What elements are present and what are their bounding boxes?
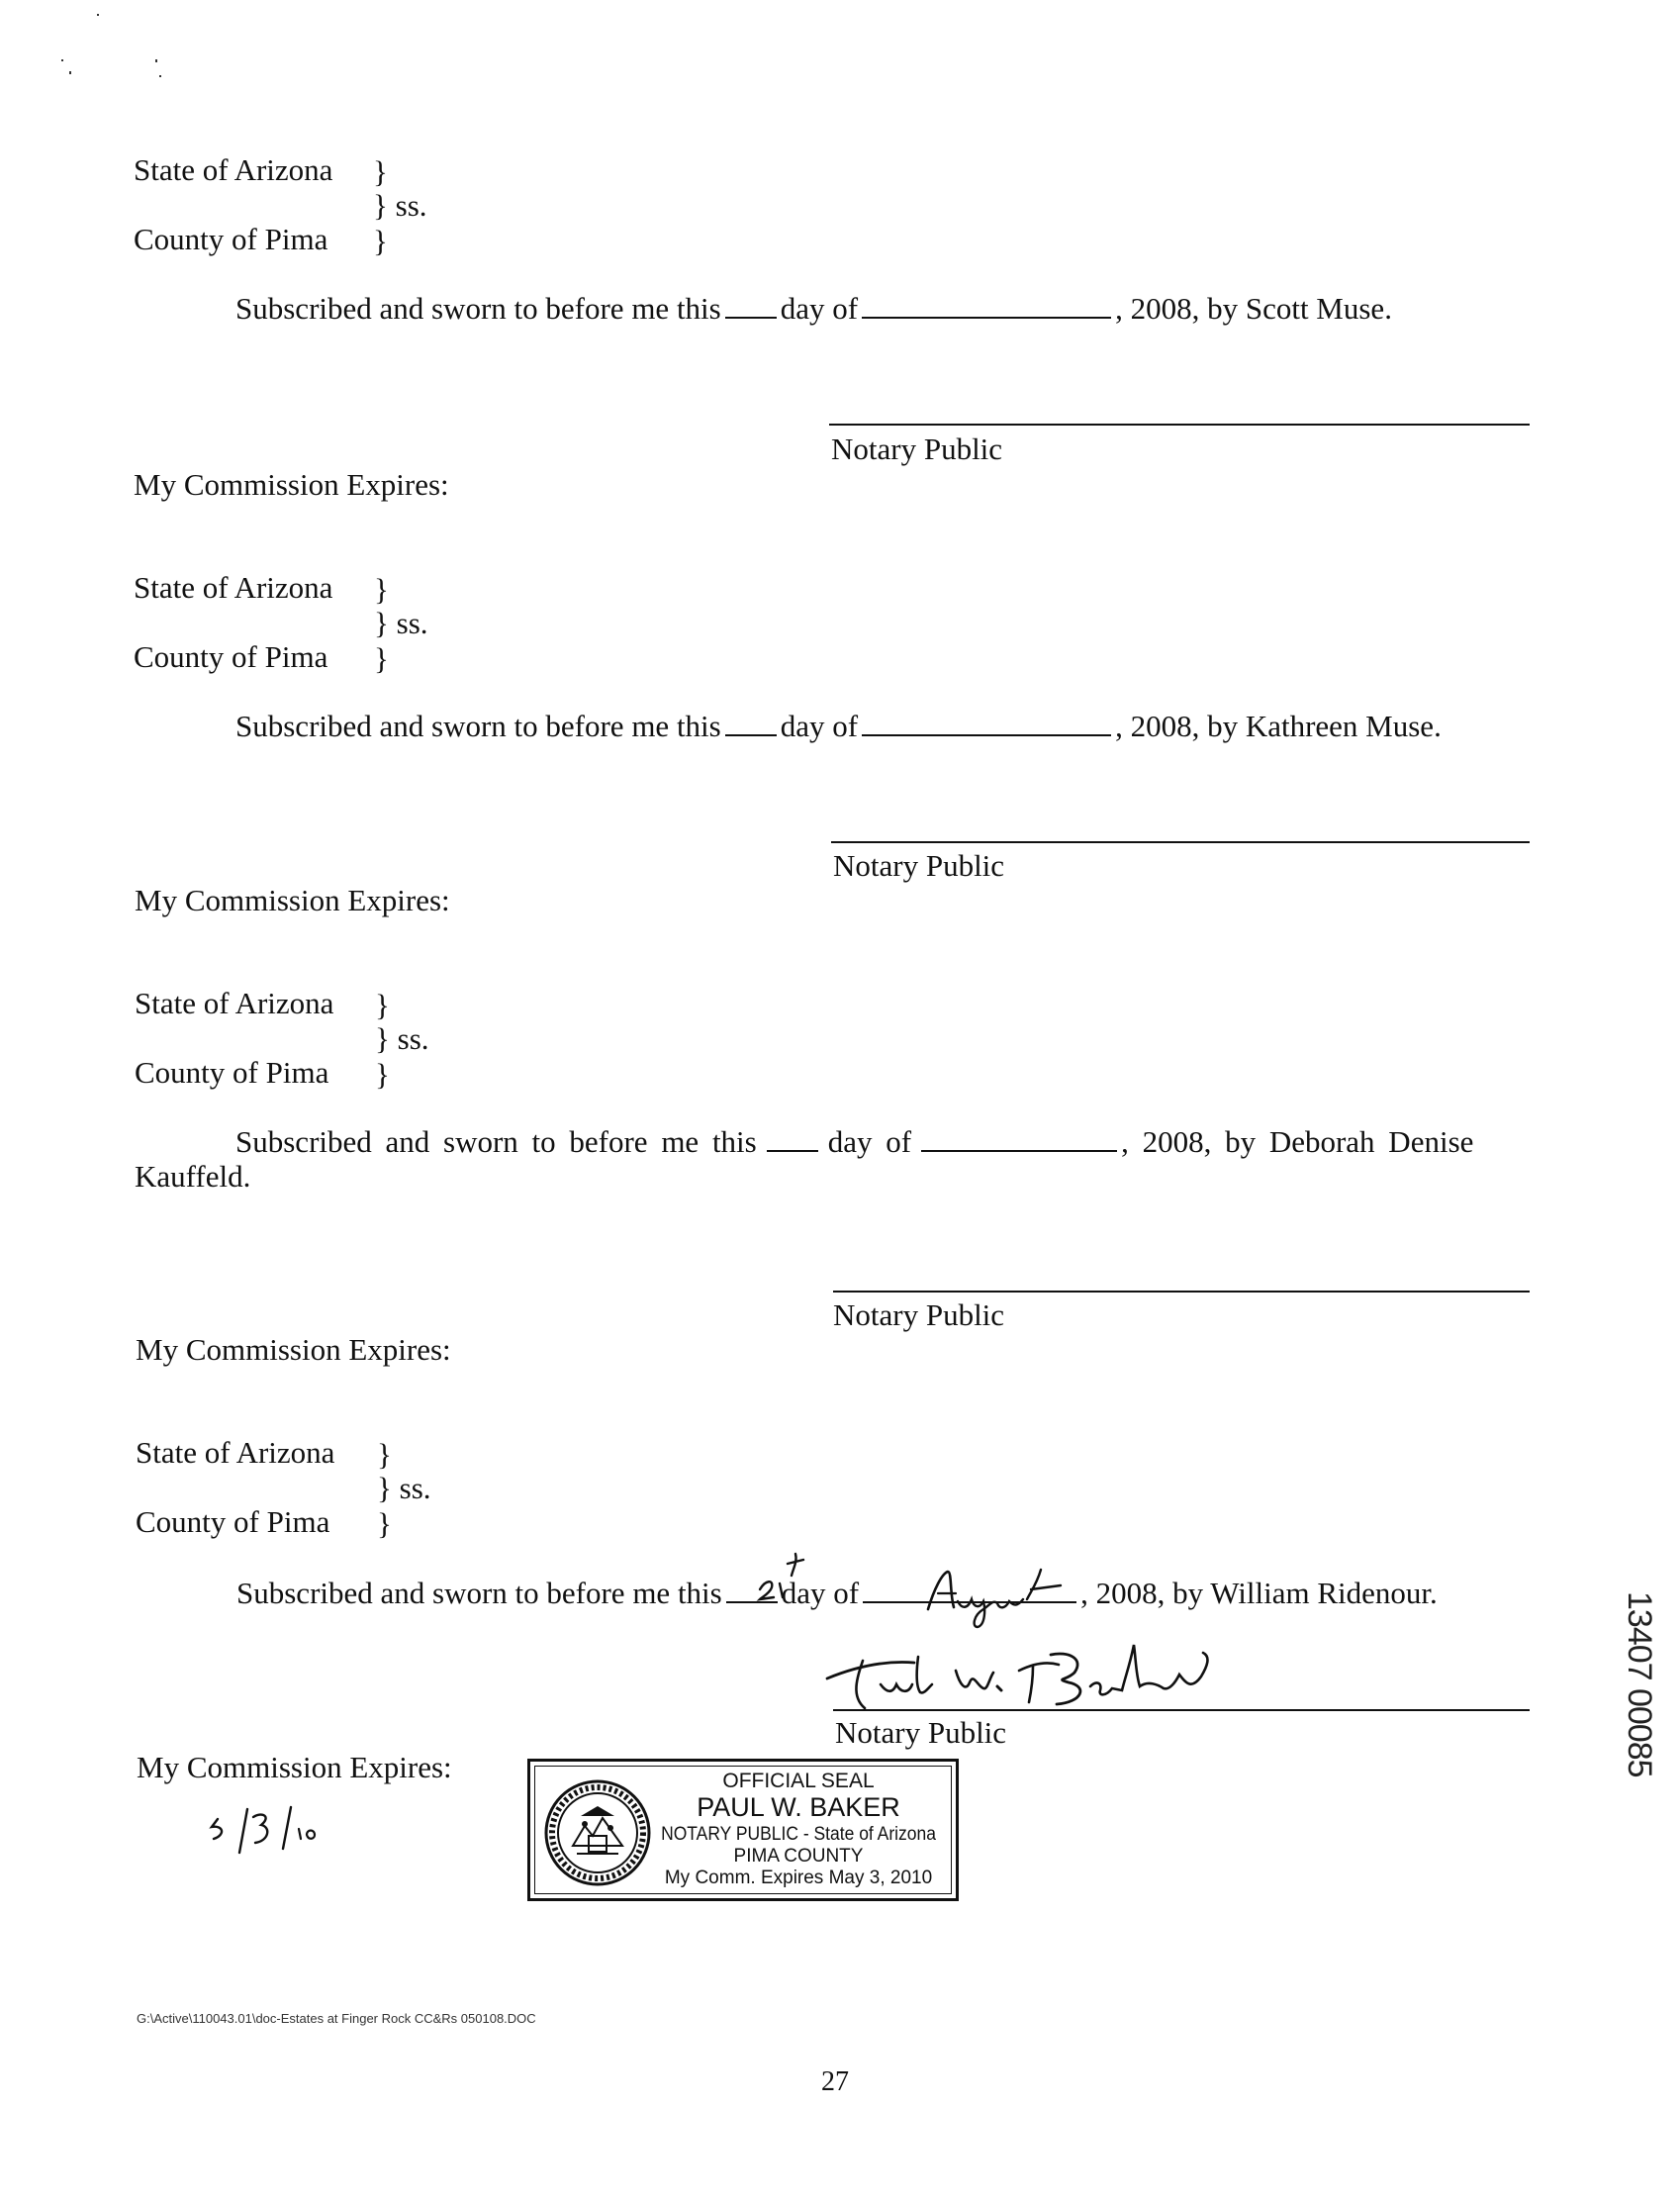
brace: } <box>375 1057 390 1092</box>
venue-ss: } ss. <box>373 188 427 223</box>
brace: } <box>373 224 388 258</box>
signature-line <box>831 841 1530 843</box>
state-label: State of Arizona <box>135 986 334 1020</box>
commission-expires-label: My Commission Expires: <box>135 883 450 917</box>
signature-line <box>833 1291 1530 1293</box>
seal-expiration: My Comm. Expires May 3, 2010 <box>664 1868 933 1888</box>
county-label: County of Pima <box>135 1055 329 1090</box>
county-label: County of Pima <box>134 639 328 674</box>
state-label: State of Arizona <box>134 570 333 605</box>
commission-expires-label: My Commission Expires: <box>136 1332 451 1367</box>
handwritten-day <box>752 1540 817 1603</box>
notary-public-label: Notary Public <box>833 1297 1005 1332</box>
brace: } <box>374 641 389 676</box>
scan-speck <box>69 71 71 74</box>
venue-ss: } ss. <box>374 606 428 640</box>
page-number: 27 <box>821 2066 849 2097</box>
state-label: State of Arizona <box>136 1435 335 1470</box>
brace: } <box>373 154 388 189</box>
month-blank <box>862 293 1111 319</box>
county-label: County of Pima <box>136 1504 330 1539</box>
notary-public-label: Notary Public <box>835 1715 1007 1750</box>
sworn-statement: Subscribed and sworn to before me this day of , 2008, by Scott Muse. <box>235 291 1392 326</box>
official-seal-stamp <box>527 1759 959 1901</box>
scan-speck <box>61 59 63 61</box>
sworn-statement: Subscribed and sworn to before me this day of , 2008, by Deborah Denise <box>235 1124 1474 1159</box>
handwritten-month <box>920 1550 1090 1631</box>
seal-heading: OFFICIAL SEAL <box>722 1770 875 1792</box>
arizona-state-seal-icon <box>543 1778 652 1887</box>
day-blank <box>767 1126 818 1152</box>
venue-ss: } ss. <box>377 1471 431 1505</box>
sworn-statement-continued: Kauffeld. <box>135 1159 251 1194</box>
scan-speck <box>159 75 161 77</box>
scan-speck <box>155 59 157 62</box>
document-file-path: G:\Active\110043.01\doc-Estates at Finger Rock CC&Rs 050108.DOC <box>137 2011 536 2026</box>
seal-county: PIMA COUNTY <box>733 1846 864 1867</box>
sworn-statement: Subscribed and sworn to before me this day of , 2008, by Kathreen Muse. <box>235 709 1442 743</box>
state-label: State of Arizona <box>134 152 333 187</box>
sworn-statement: Subscribed and sworn to before me this day of , 2008, by William Ridenour. <box>236 1576 1438 1610</box>
signature-line <box>833 1709 1530 1711</box>
notary-public-label: Notary Public <box>831 431 1003 466</box>
signature-line <box>829 424 1530 426</box>
day-blank <box>725 711 777 736</box>
brace: } <box>375 988 390 1022</box>
commission-expires-label: My Commission Expires: <box>134 467 449 502</box>
seal-notary-name: PAUL W. BAKER <box>697 1792 900 1822</box>
commission-expires-label: My Commission Expires: <box>137 1750 452 1784</box>
month-blank <box>862 711 1111 736</box>
handwritten-commission-date <box>204 1799 342 1861</box>
recording-number: 13407 00085 <box>1621 1591 1658 1777</box>
month-blank <box>921 1126 1117 1152</box>
brace: } <box>377 1437 392 1472</box>
day-blank <box>725 293 777 319</box>
venue-ss: } ss. <box>375 1021 429 1056</box>
brace: } <box>374 572 389 607</box>
notary-public-label: Notary Public <box>833 848 1005 883</box>
seal-title: NOTARY PUBLIC - State of Arizona <box>661 1824 936 1845</box>
scan-speck <box>97 14 99 16</box>
brace: } <box>377 1506 392 1541</box>
county-label: County of Pima <box>134 222 328 256</box>
